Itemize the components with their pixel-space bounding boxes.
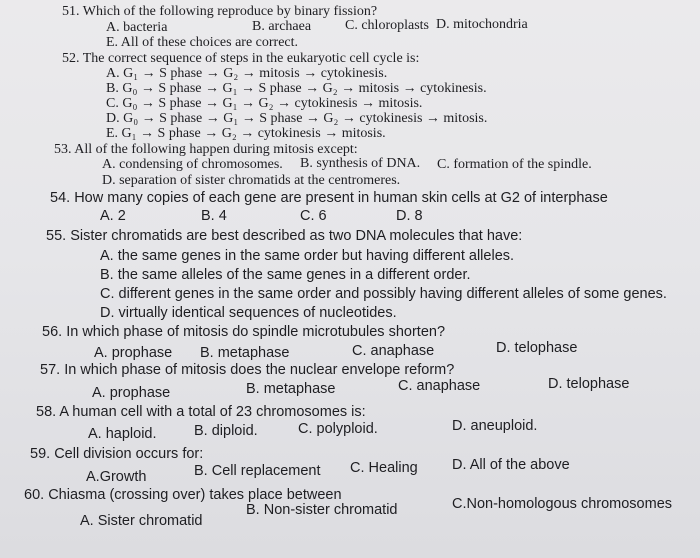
question-number: 51. [62,4,80,19]
question-59 [30,446,203,462]
question-56 [42,324,445,340]
question-number: 54. [50,190,71,206]
option-60-b: B. Non-sister chromatid [246,502,398,518]
option-52-b: B. G₀ → S phase → G₁ → S phase → G₂ → mitosis → cytokinesis. [106,81,487,96]
question-text: A human cell with a total of 23 chromosomes is: [59,404,366,420]
question-55 [46,228,522,244]
option-56-d: D. telophase [496,340,578,356]
option-60-a: A. Sister chromatid [80,513,203,529]
question-52 [62,51,419,67]
option-59-b: B. Cell replacement [194,463,321,479]
question-number: 57. [40,362,61,378]
option-55-d: D. virtually identical sequences of nucleotides. [100,305,397,321]
question-60 [24,487,342,503]
question-text: Sister chromatids are best described as two DNA molecules that have: [70,228,523,244]
option-52-a: A. G₁ → S phase → G₂ → mitosis → cytokinesis. [106,66,388,81]
question-text: The correct sequence of steps in the eukaryotic cell cycle is: [82,51,420,66]
option-51-a: A. bacteria [106,20,168,35]
option-57-b: B. metaphase [246,381,336,397]
option-53-a: A. condensing of chromosomes. [102,157,283,172]
option-55-c: C. different genes in the same order and possibly having different alleles of some genes. [100,286,667,302]
option-54-c: C. 6 [300,208,327,224]
option-58-d: D. aneuploid. [452,418,538,434]
question-51 [62,4,377,20]
question-text: In which phase of mitosis does the nuclear envelope reform? [64,362,455,378]
option-55-b: B. the same alleles of the same genes in a different order. [100,267,471,283]
option-57-c: C. anaphase [398,378,481,394]
option-52-c: C. G₀ → S phase → G₁ → G₂ → cytokinesis → mitosis. [106,96,423,111]
question-text: All of the following happen during mitosis except: [74,142,358,157]
option-57-d: D. telophase [548,376,630,392]
option-56-c: C. anaphase [352,343,435,359]
option-60-c: C.Non-homologous chromosomes [452,496,673,512]
option-53-b: B. synthesis of DNA. [300,156,421,171]
option-53-d: D. separation of sister chromatids at the centromeres. [102,173,401,188]
question-number: 60. [24,487,45,503]
question-number: 58. [36,404,57,420]
option-54-d: D. 8 [396,208,423,224]
option-54-a: A. 2 [100,208,126,224]
option-51-b: B. archaea [252,19,312,34]
option-55-a: A. the same genes in the same order but having different alleles. [100,248,515,264]
question-text: Which of the following reproduce by binary fission? [82,4,378,19]
question-58 [36,404,366,420]
question-54 [50,190,608,206]
question-text: Chiasma (crossing over) takes place between [48,487,342,503]
option-59-d: D. All of the above [452,457,570,473]
option-57-a: A. prophase [92,385,171,401]
question-number: 56. [42,324,63,340]
option-54-b: B. 4 [201,208,227,224]
option-52-d: D. G₀ → S phase → G₁ → S phase → G₂ → cytokinesis → mitosis. [106,111,488,126]
option-51-e: E. All of these choices are correct. [106,35,299,50]
question-number: 53. [54,142,72,157]
option-58-a: A. haploid. [88,426,157,442]
option-56-a: A. prophase [94,345,173,361]
question-number: 52. [62,51,80,66]
option-56-b: B. metaphase [200,345,290,361]
option-52-e: E. G₁ → S phase → G₂ → cytokinesis → mitosis. [106,126,386,141]
option-53-c: C. formation of the spindle. [437,157,592,172]
option-59-a: A.Growth [86,469,147,485]
question-number: 55. [46,228,67,244]
question-number: 59. [30,446,51,462]
question-57 [40,362,454,378]
option-59-c: C. Healing [350,460,418,476]
question-text: How many copies of each gene are present in human skin cells at G2 of interphase [74,190,608,206]
option-58-b: B. diploid. [194,423,258,439]
option-51-c: C. chloroplasts [345,18,429,33]
question-text: In which phase of mitosis do spindle microtubules shorten? [66,324,446,340]
option-51-d: D. mitochondria [436,17,528,32]
question-text: Cell division occurs for: [54,446,204,462]
option-58-c: C. polyploid. [298,421,378,437]
